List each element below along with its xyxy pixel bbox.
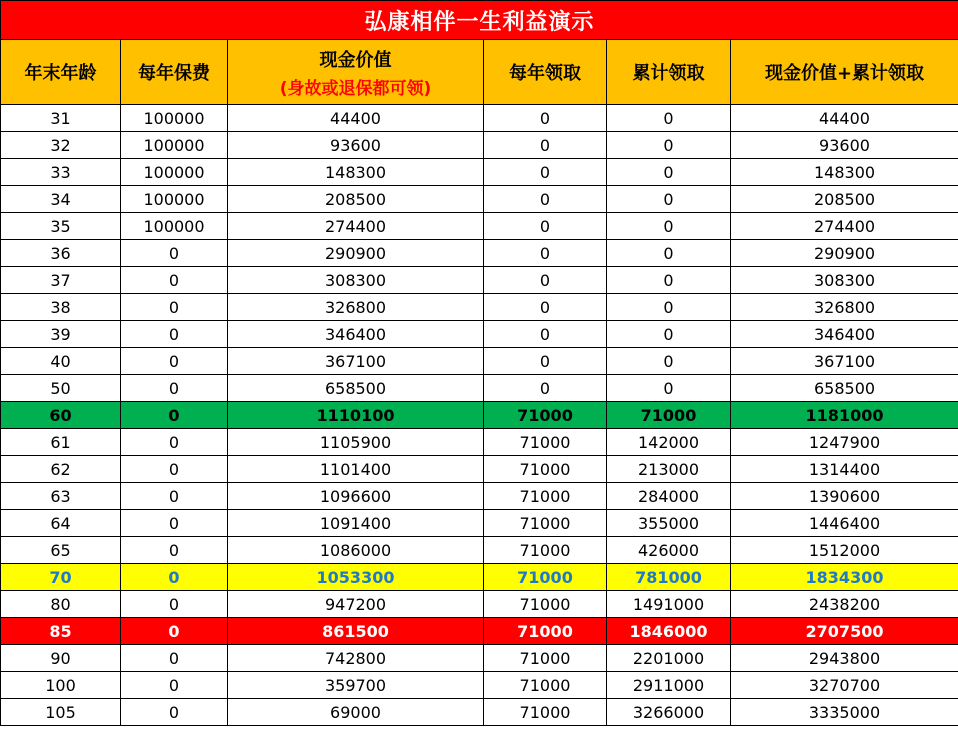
cell-total: 2707500 (731, 618, 958, 645)
cell-age: 50 (1, 375, 121, 402)
cell-annual-payout: 71000 (484, 510, 607, 537)
table-row (1, 105, 958, 132)
cell-premium: 100000 (121, 132, 228, 159)
cell-cash-value: 290900 (228, 240, 484, 267)
cell-age: 38 (1, 294, 121, 321)
cell-total: 1314400 (731, 456, 958, 483)
cell-cumulative-payout: 0 (607, 321, 731, 348)
cell-premium: 0 (121, 240, 228, 267)
cell-cash-value: 1053300 (228, 564, 484, 591)
cell-total: 1390600 (731, 483, 958, 510)
table-row (1, 429, 958, 456)
cell-age: 37 (1, 267, 121, 294)
cell-cash-value: 947200 (228, 591, 484, 618)
cell-annual-payout: 0 (484, 267, 607, 294)
cell-premium: 0 (121, 564, 228, 591)
cell-premium: 100000 (121, 159, 228, 186)
table-row (1, 240, 958, 267)
cell-total: 2438200 (731, 591, 958, 618)
cell-cumulative-payout: 0 (607, 267, 731, 294)
cell-age: 40 (1, 348, 121, 375)
cell-annual-payout: 0 (484, 294, 607, 321)
cell-premium: 100000 (121, 105, 228, 132)
cell-total: 290900 (731, 240, 958, 267)
cell-cash-value: 346400 (228, 321, 484, 348)
cell-total: 367100 (731, 348, 958, 375)
cell-premium: 0 (121, 456, 228, 483)
cell-cash-value: 1105900 (228, 429, 484, 456)
cell-age: 100 (1, 672, 121, 699)
table-row (1, 402, 958, 429)
cell-total: 658500 (731, 375, 958, 402)
cell-total: 308300 (731, 267, 958, 294)
cell-cumulative-payout: 0 (607, 105, 731, 132)
cell-cash-value: 69000 (228, 699, 484, 726)
cell-cumulative-payout: 142000 (607, 429, 731, 456)
cell-total: 44400 (731, 105, 958, 132)
cell-total: 1181000 (731, 402, 958, 429)
cell-annual-payout: 0 (484, 132, 607, 159)
cell-premium: 0 (121, 537, 228, 564)
cell-cash-value: 1091400 (228, 510, 484, 537)
cell-cash-value: 359700 (228, 672, 484, 699)
cell-cash-value: 1096600 (228, 483, 484, 510)
cell-annual-payout: 71000 (484, 429, 607, 456)
cell-annual-payout: 71000 (484, 483, 607, 510)
table-row (1, 321, 958, 348)
cell-annual-payout: 0 (484, 213, 607, 240)
table-row (1, 537, 958, 564)
cell-cumulative-payout: 781000 (607, 564, 731, 591)
table-row (1, 672, 958, 699)
cell-cash-value: 742800 (228, 645, 484, 672)
cell-age: 31 (1, 105, 121, 132)
header-cash-value (228, 40, 484, 105)
cell-age: 65 (1, 537, 121, 564)
table-row (1, 564, 958, 591)
cell-total: 274400 (731, 213, 958, 240)
cell-cumulative-payout: 0 (607, 375, 731, 402)
cell-total: 326800 (731, 294, 958, 321)
cell-age: 64 (1, 510, 121, 537)
table-row (1, 618, 958, 645)
cell-annual-payout: 0 (484, 240, 607, 267)
cell-cash-value: 1110100 (228, 402, 484, 429)
cell-cumulative-payout: 355000 (607, 510, 731, 537)
cell-cumulative-payout: 0 (607, 240, 731, 267)
cell-premium: 0 (121, 618, 228, 645)
cell-cumulative-payout: 213000 (607, 456, 731, 483)
cell-cumulative-payout: 0 (607, 186, 731, 213)
cell-annual-payout: 71000 (484, 591, 607, 618)
cell-premium: 0 (121, 483, 228, 510)
cell-annual-payout: 0 (484, 105, 607, 132)
cell-cash-value: 1101400 (228, 456, 484, 483)
cell-annual-payout: 71000 (484, 699, 607, 726)
cell-cumulative-payout: 3266000 (607, 699, 731, 726)
table-row (1, 294, 958, 321)
cell-annual-payout: 0 (484, 186, 607, 213)
header-cash-value-label: 现金价值 (319, 49, 392, 71)
cell-premium: 0 (121, 699, 228, 726)
table-row (1, 375, 958, 402)
cell-premium: 0 (121, 672, 228, 699)
cell-age: 70 (1, 564, 121, 591)
header-age: 年末年龄 (1, 40, 121, 105)
table-row (1, 267, 958, 294)
cell-annual-payout: 71000 (484, 645, 607, 672)
cell-cash-value: 861500 (228, 618, 484, 645)
cell-annual-payout: 71000 (484, 672, 607, 699)
cell-cumulative-payout: 0 (607, 132, 731, 159)
cell-total: 2943800 (731, 645, 958, 672)
cell-cash-value: 93600 (228, 132, 484, 159)
cell-age: 36 (1, 240, 121, 267)
cell-cumulative-payout: 0 (607, 213, 731, 240)
cell-annual-payout: 71000 (484, 618, 607, 645)
cell-premium: 0 (121, 294, 228, 321)
cell-age: 90 (1, 645, 121, 672)
cell-total: 1446400 (731, 510, 958, 537)
cell-annual-payout: 0 (484, 348, 607, 375)
cell-cumulative-payout: 1846000 (607, 618, 731, 645)
table-title: 弘康相伴一生利益演示 (1, 1, 958, 40)
cell-premium: 0 (121, 591, 228, 618)
cell-cumulative-payout: 0 (607, 348, 731, 375)
cell-total: 208500 (731, 186, 958, 213)
cell-cash-value: 148300 (228, 159, 484, 186)
cell-premium: 0 (121, 267, 228, 294)
cell-annual-payout: 0 (484, 159, 607, 186)
header-cumulative-payout: 累计领取 (607, 40, 731, 105)
table-body (1, 105, 958, 726)
cell-total: 1834300 (731, 564, 958, 591)
cell-premium: 100000 (121, 213, 228, 240)
table-row (1, 159, 958, 186)
cell-premium: 0 (121, 348, 228, 375)
cell-annual-payout: 0 (484, 375, 607, 402)
cell-cash-value: 326800 (228, 294, 484, 321)
cell-cash-value: 658500 (228, 375, 484, 402)
table-row (1, 483, 958, 510)
cell-age: 61 (1, 429, 121, 456)
cell-cash-value: 1086000 (228, 537, 484, 564)
table-row (1, 510, 958, 537)
header-cash-value-note: (身故或退保都可领) (279, 78, 432, 99)
cell-premium: 0 (121, 321, 228, 348)
table-row (1, 645, 958, 672)
header-row (1, 40, 958, 105)
cell-cash-value: 367100 (228, 348, 484, 375)
cell-annual-payout: 71000 (484, 564, 607, 591)
header-premium: 每年保费 (121, 40, 228, 105)
cell-annual-payout: 0 (484, 321, 607, 348)
cell-cash-value: 274400 (228, 213, 484, 240)
cell-age: 32 (1, 132, 121, 159)
cell-annual-payout: 71000 (484, 402, 607, 429)
cell-cumulative-payout: 426000 (607, 537, 731, 564)
cell-total: 1247900 (731, 429, 958, 456)
cell-cumulative-payout: 2201000 (607, 645, 731, 672)
cell-age: 39 (1, 321, 121, 348)
header-total: 现金价值+累计领取 (731, 40, 958, 105)
cell-cumulative-payout: 0 (607, 294, 731, 321)
cell-cumulative-payout: 1491000 (607, 591, 731, 618)
cell-premium: 0 (121, 375, 228, 402)
header-annual-payout: 每年领取 (484, 40, 607, 105)
cell-premium: 0 (121, 645, 228, 672)
cell-premium: 0 (121, 510, 228, 537)
cell-cumulative-payout: 2911000 (607, 672, 731, 699)
cell-cash-value: 44400 (228, 105, 484, 132)
table-row (1, 213, 958, 240)
cell-cash-value: 308300 (228, 267, 484, 294)
table-row (1, 132, 958, 159)
cell-cash-value: 208500 (228, 186, 484, 213)
cell-cumulative-payout: 71000 (607, 402, 731, 429)
table-row (1, 591, 958, 618)
cell-total: 148300 (731, 159, 958, 186)
cell-age: 34 (1, 186, 121, 213)
cell-age: 62 (1, 456, 121, 483)
cell-premium: 0 (121, 429, 228, 456)
cell-age: 35 (1, 213, 121, 240)
cell-total: 3335000 (731, 699, 958, 726)
cell-premium: 100000 (121, 186, 228, 213)
cell-total: 346400 (731, 321, 958, 348)
cell-age: 33 (1, 159, 121, 186)
cell-age: 85 (1, 618, 121, 645)
table-row (1, 456, 958, 483)
table-row (1, 699, 958, 726)
cell-age: 105 (1, 699, 121, 726)
cell-age: 80 (1, 591, 121, 618)
table-row (1, 186, 958, 213)
cell-age: 63 (1, 483, 121, 510)
table-row (1, 348, 958, 375)
cell-total: 1512000 (731, 537, 958, 564)
cell-annual-payout: 71000 (484, 456, 607, 483)
cell-cumulative-payout: 0 (607, 159, 731, 186)
cell-cumulative-payout: 284000 (607, 483, 731, 510)
cell-premium: 0 (121, 402, 228, 429)
cell-age: 60 (1, 402, 121, 429)
cell-total: 3270700 (731, 672, 958, 699)
cell-total: 93600 (731, 132, 958, 159)
cell-annual-payout: 71000 (484, 537, 607, 564)
